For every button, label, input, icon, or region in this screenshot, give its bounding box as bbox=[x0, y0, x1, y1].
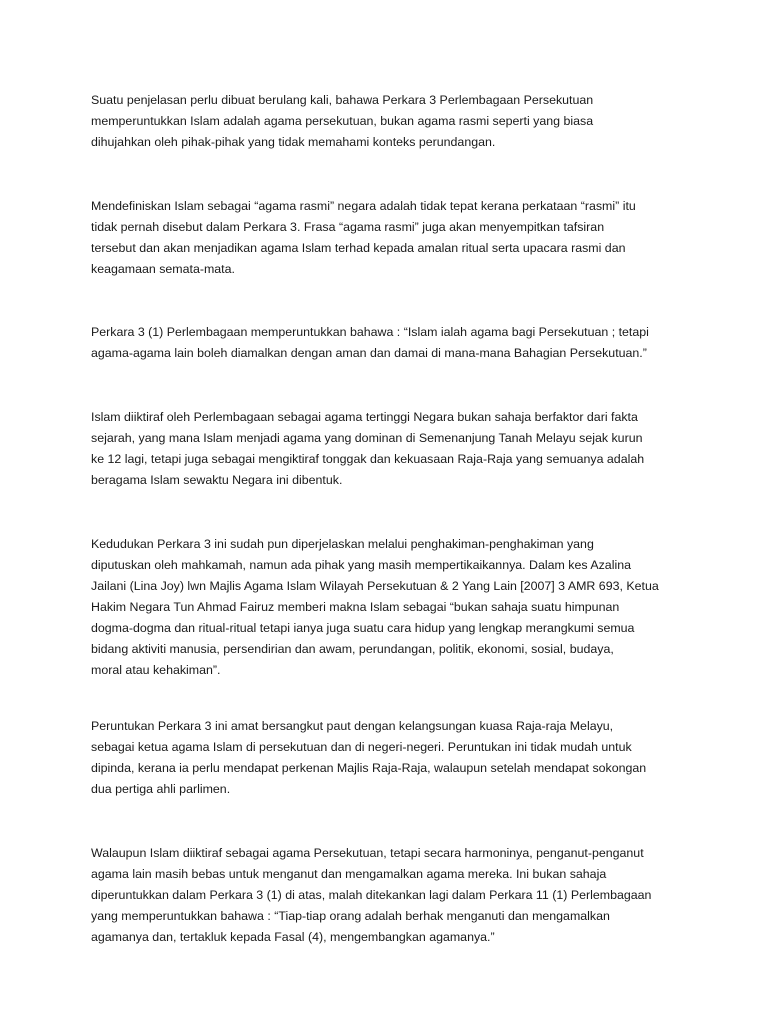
text-line: agama-agama lain boleh diamalkan dengan aman dan damai di mana-mana Bahagian Persekutuan.” bbox=[91, 346, 647, 360]
paragraph-2 bbox=[91, 196, 691, 280]
text-line: beragama Islam sewaktu Negara ini dibentuk. bbox=[91, 473, 343, 487]
paragraph-6 bbox=[91, 716, 691, 800]
text-line: ke 12 lagi, tetapi juga sebagai mengiktiraf tonggak dan kekuasaan Raja-Raja yang semuanya adalah bbox=[91, 452, 645, 466]
text-line: Hakim Negara Tun Ahmad Fairuz memberi makna Islam sebagai “bukan sahaja suatu himpunan bbox=[91, 600, 620, 614]
text-line: yang memperuntukkan bahawa : “Tiap-tiap orang adalah berhak menganuti dan mengamalkan bbox=[91, 909, 610, 923]
text-line: Walaupun Islam diiktiraf sebagai agama Persekutuan, tetapi secara harmoninya, penganut-penganut bbox=[91, 846, 644, 860]
text-line: Perkara 3 (1) Perlembagaan memperuntukkan bahawa : “Islam ialah agama bagi Persekutuan ; tetapi bbox=[91, 325, 649, 339]
text-line: sebagai ketua agama Islam di persekutuan dan di negeri-negeri. Peruntukan ini tidak mudah untuk bbox=[91, 740, 632, 754]
text-line: Mendefiniskan Islam sebagai “agama rasmi” negara adalah tidak tepat kerana perkataan “rasmi” itu bbox=[91, 199, 636, 213]
text-line: sejarah, yang mana Islam menjadi agama yang dominan di Semenanjung Tanah Melayu sejak kurun bbox=[91, 431, 643, 445]
text-line: Suatu penjelasan perlu dibuat berulang kali, bahawa Perkara 3 Perlembagaan Persekutuan bbox=[91, 93, 594, 107]
text-line: Peruntukan Perkara 3 ini amat bersangkut paut dengan kelangsungan kuasa Raja-raja Melayu, bbox=[91, 719, 614, 733]
text-line: dua pertiga ahli parlimen. bbox=[91, 782, 231, 796]
text-line: tersebut dan akan menjadikan agama Islam terhad kepada amalan ritual serta upacara rasmi dan bbox=[91, 241, 626, 255]
paragraph-1 bbox=[91, 90, 691, 153]
text-line: dihujahkan oleh pihak-pihak yang tidak memahami konteks perundangan. bbox=[91, 135, 496, 149]
text-line: moral atau kehakiman”. bbox=[91, 663, 221, 677]
text-line: diperuntukkan dalam Perkara 3 (1) di atas, malah ditekankan lagi dalam Perkara 11 (1) Perlembagaan bbox=[91, 888, 652, 902]
text-line: Islam diiktiraf oleh Perlembagaan sebagai agama tertinggi Negara bukan sahaja berfaktor dari fakta bbox=[91, 410, 638, 424]
text-line: tidak pernah disebut dalam Perkara 3. Frasa “agama rasmi” juga akan menyempitkan tafsiran bbox=[91, 220, 605, 234]
text-line: memperuntukkan Islam adalah agama persekutuan, bukan agama rasmi seperti yang biasa bbox=[91, 114, 594, 128]
text-line: diputuskan oleh mahkamah, namun ada pihak yang masih mempertikaikannya. Dalam kes Azalina bbox=[91, 558, 631, 572]
text-line: Jailani (Lina Joy) lwn Majlis Agama Islam Wilayah Persekutuan & 2 Yang Lain [2007] 3 AMR 693, Ketua bbox=[91, 579, 659, 593]
text-line: agama lain masih bebas untuk menganut dan mengamalkan agama mereka. Ini bukan sahaja bbox=[91, 867, 607, 881]
paragraph-5 bbox=[91, 534, 691, 681]
paragraph-3 bbox=[91, 322, 691, 364]
text-line: Kedudukan Perkara 3 ini sudah pun diperjelaskan melalui penghakiman-penghakiman yang bbox=[91, 537, 594, 551]
text-line: dogma-dogma dan ritual-ritual tetapi ianya juga suatu cara hidup yang lengkap merangkumi semua bbox=[91, 621, 635, 635]
text-line: agamanya dan, tertakluk kepada Fasal (4), mengembangkan agamanya.” bbox=[91, 930, 495, 944]
text-line: dipinda, kerana ia perlu mendapat perkenan Majlis Raja-Raja, walaupun setelah mendapat sokongan bbox=[91, 761, 647, 775]
text-line: bidang aktiviti manusia, persendirian dan awam, perundangan, politik, ekonomi, sosial, budaya, bbox=[91, 642, 614, 656]
paragraph-7 bbox=[91, 843, 691, 948]
paragraph-4 bbox=[91, 407, 691, 491]
text-line: keagamaan semata-mata. bbox=[91, 262, 235, 276]
